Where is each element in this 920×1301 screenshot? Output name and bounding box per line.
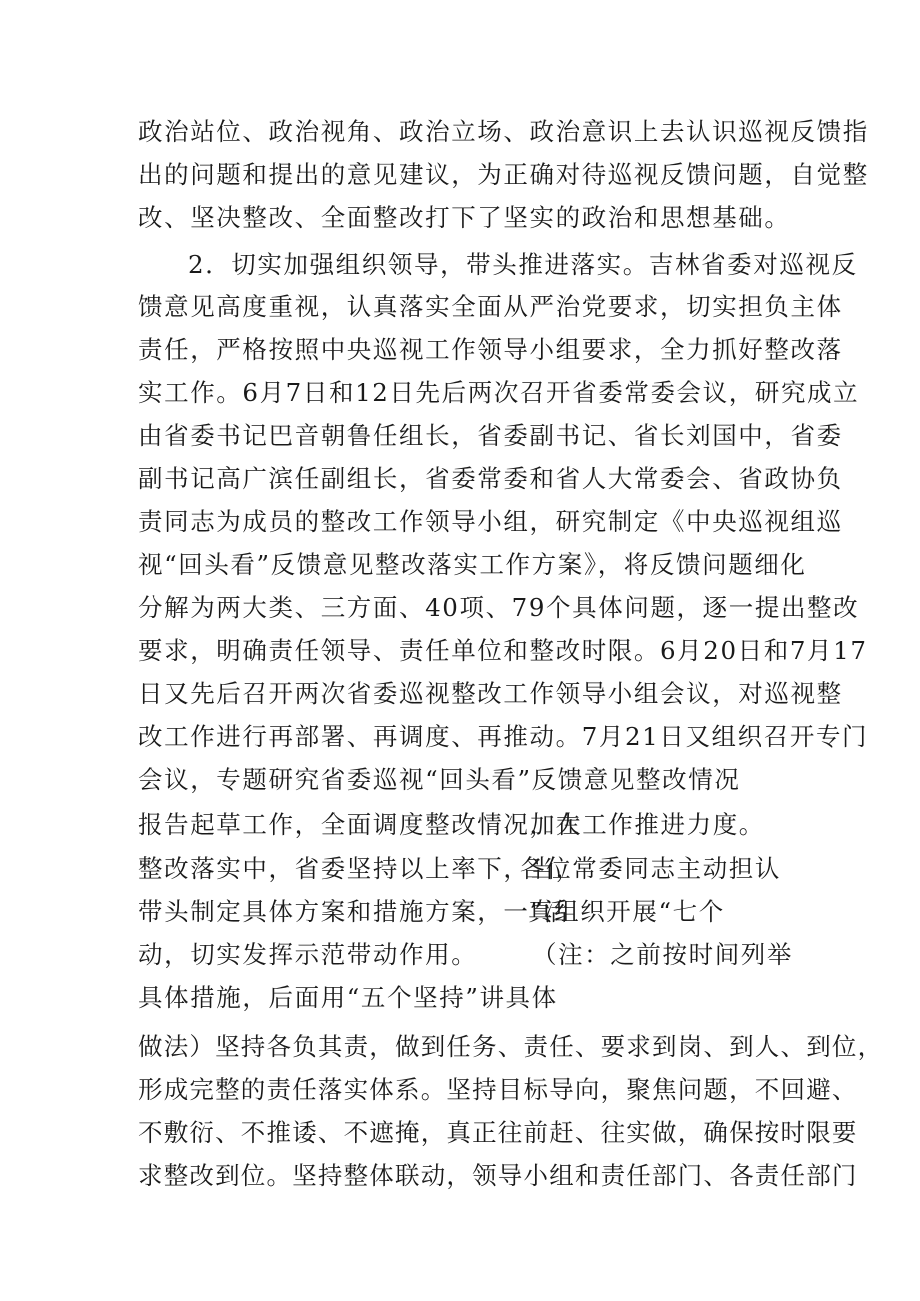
split-line-right: 真组织开展“七个 <box>528 897 725 926</box>
body-text-line: 责同志为成员的整改工作领导小组，研究制定《中央巡视组巡 <box>138 507 843 536</box>
body-text-line: 馈意见高度重视，认真落实全面从严治党要求，切实担负主体 <box>138 292 843 321</box>
split-line-right: 各位常委同志主动担认 <box>520 854 781 883</box>
body-text-line: 视“回头看”反馈意见整改落实工作方案》，将反馈问题细化 <box>138 550 807 579</box>
body-text-line: 形成完整的责任落实体系。坚持目标导向，聚焦问题，不回避、 <box>138 1075 858 1104</box>
body-text-line: 要求，明确责任领导、责任单位和整改时限。6月20日和7月17 <box>138 636 868 665</box>
split-line-left: 报告起草工作，全面调度整改情况，在 <box>138 810 582 839</box>
body-text-line: 实工作。6月7日和12日先后两次召开省委常委会议，研究成立 <box>138 378 860 407</box>
body-text-line: 改工作进行再部署、再调度、再推动。7月21日又组织召开专门 <box>138 722 869 751</box>
body-text-line: 由省委书记巴音朝鲁任组长，省委副书记、省长刘国中，省委 <box>138 421 843 450</box>
body-text-line: 出的问题和提出的意见建议，为正确对待巡视反馈问题，自觉整 <box>138 160 869 189</box>
body-text-line: 责任，严格按照中央巡视工作领导小组要求，全力抓好整改落 <box>138 335 843 364</box>
split-line-left: 整改落实中，省委坚持以上率下，当， <box>138 854 582 883</box>
split-line-left: 动，切实发挥示范带动作用。 <box>138 940 478 969</box>
section-heading-line: 2．切实加强组织领导，带头推进落实。吉林省委对巡视反 <box>188 250 858 279</box>
split-line-right: 加大工作推进力度。 <box>530 810 765 839</box>
body-text-line: 具体措施，后面用“五个坚持”讲具体 <box>138 983 558 1012</box>
split-line-left: 带头制定具体方案和措施方案，一”活 <box>138 897 570 926</box>
body-text-line: 日又先后召开两次省委巡视整改工作领导小组会议，对巡视整 <box>138 679 843 708</box>
body-text-line: 求整改到位。坚持整体联动，领导小组和责任部门、各责任部门 <box>138 1161 858 1190</box>
body-text-line: 不敷衍、不推诿、不遮掩，真正往前赶、往实做，确保按时限要 <box>138 1118 858 1147</box>
body-text-line: 会议，专题研究省委巡视“回头看”反馈意见整改情况 <box>138 765 741 794</box>
body-text-line: 政治站位、政治视角、政治立场、政治意识上去认识巡视反馈指 <box>138 117 869 146</box>
body-text-line: 做法）坚持各负其责，做到任务、责任、要求到岗、到人、到位， <box>138 1032 884 1061</box>
body-text-line: 副书记高广滨任副组长，省委常委和省人大常委会、省政协负 <box>138 464 843 493</box>
split-line-right: （注：之前按时间列举 <box>532 940 793 969</box>
body-text-line: 改、坚决整改、全面整改打下了坚实的政治和思想基础。 <box>138 203 791 232</box>
body-text-line: 分解为两大类、三方面、40项、79个具体问题，逐一提出整改 <box>138 593 860 622</box>
